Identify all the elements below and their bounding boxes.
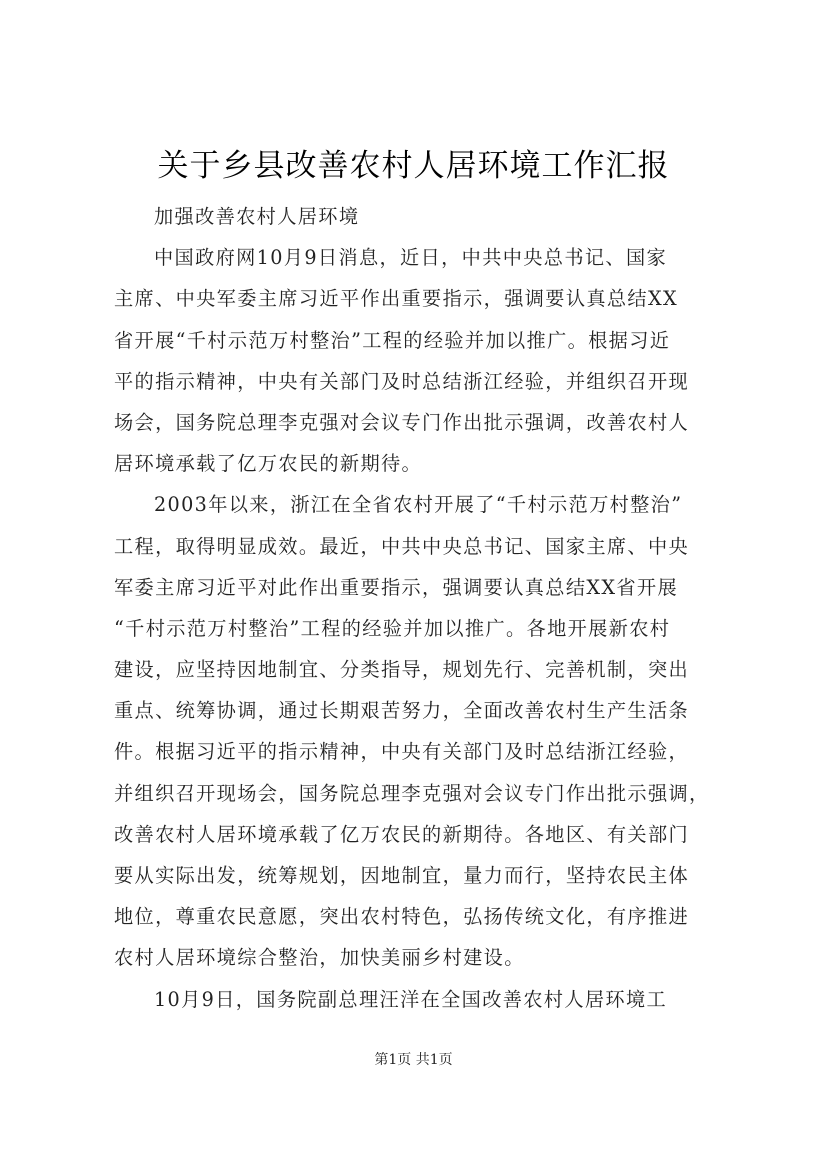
body-line: 农村人居环境综合整治，加快美丽乡村建设。	[114, 946, 525, 970]
page-footer: 第1页 共1页	[374, 1052, 453, 1068]
document-body	[114, 196, 726, 1020]
body-line: 2003年以来，浙江在全省农村开展了“千村示范万村整治”	[154, 493, 683, 517]
body-line: 10月9日，国务院副总理汪洋在全国改善农村人居环境工	[154, 987, 668, 1011]
document-title: 关于乡县改善农村人居环境工作汇报	[157, 148, 670, 184]
body-line: “千村示范万村整治”工程的经验并加以推广。各地开展新农村	[114, 616, 671, 640]
body-line: 场会，国务院总理李克强对会议专门作出批示强调，改善农村人	[114, 410, 690, 434]
body-line-heading: 加强改善农村人居环境	[154, 205, 360, 228]
body-line: 件。根据习近平的指示精神，中央有关部门及时总结浙江经验，	[114, 740, 690, 764]
body-line: 地位，尊重农民意愿，突出农村特色，弘扬传统文化，有序推进	[114, 905, 690, 929]
body-line: 主席、中央军委主席习近平作出重要指示，强调要认真总结XX	[114, 287, 678, 311]
body-line: 建设，应坚持因地制宜、分类指导，规划先行、完善机制，突出	[114, 658, 690, 682]
body-line: 平的指示精神，中央有关部门及时总结浙江经验，并组织召开现	[114, 369, 690, 393]
body-line: 军委主席习近平对此作出重要指示，强调要认真总结XX省开展	[114, 575, 678, 599]
body-line: 工程，取得明显成效。最近，中共中央总书记、国家主席、中央	[114, 534, 690, 558]
body-line: 要从实际出发，统筹规划，因地制宜，量力而行，坚持农民主体	[114, 864, 690, 887]
body-line: 改善农村人居环境承载了亿万农民的新期待。各地区、有关部门	[114, 822, 690, 846]
body-line: 并组织召开现场会，国务院总理李克强对会议专门作出批示强调，	[114, 781, 710, 805]
body-line: 中国政府网10月9日消息，近日，中共中央总书记、国家	[154, 246, 668, 270]
body-line: 居环境承载了亿万农民的新期待。	[114, 452, 423, 476]
body-line: 省开展“千村示范万村整治”工程的经验并加以推广。根据习近	[114, 328, 671, 352]
body-line: 重点、统筹协调，通过长期艰苦努力，全面改善农村生产生活条	[114, 699, 690, 723]
